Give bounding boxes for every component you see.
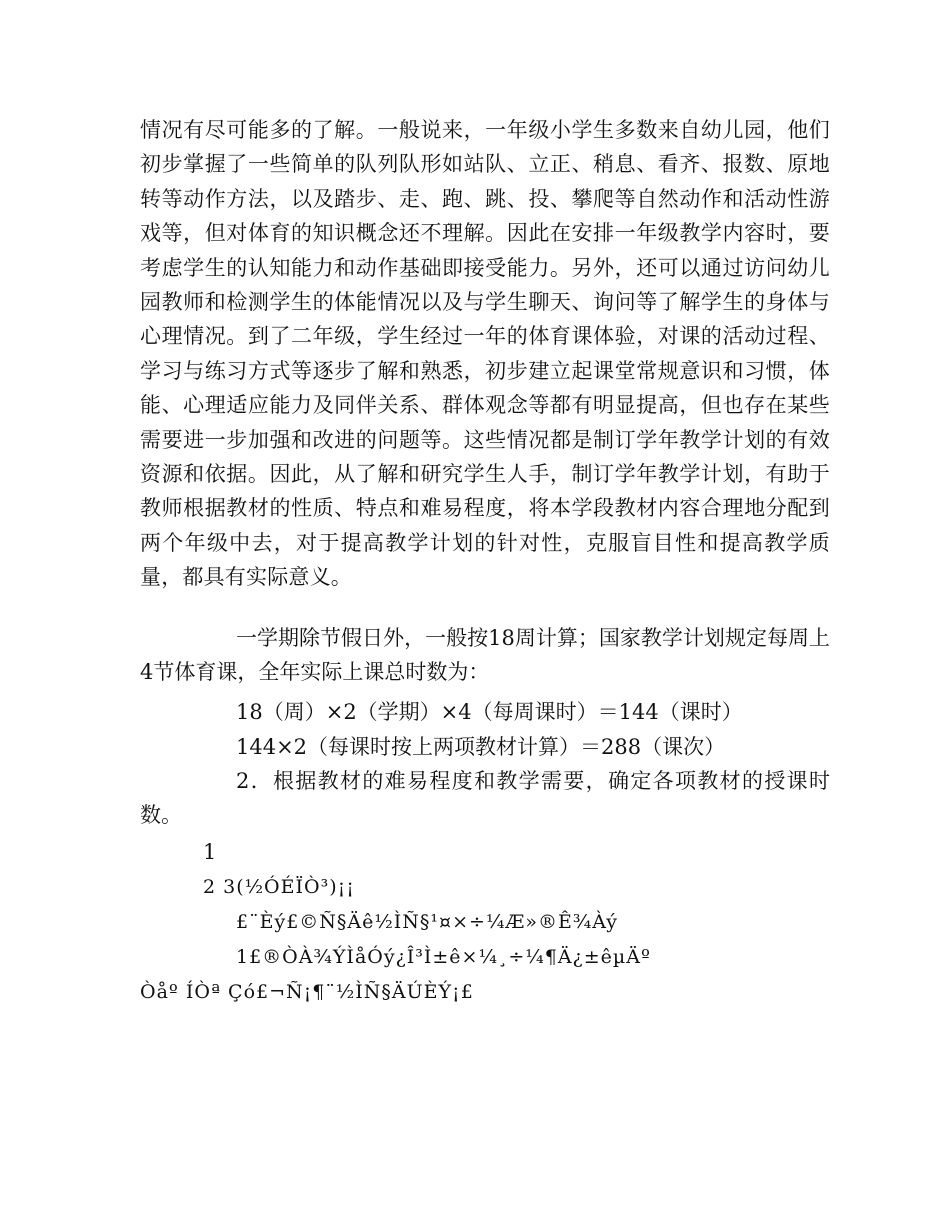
body-paragraph: 情况有尽可能多的了解。一般说来，一年级小学生多数来自幼儿园，他们初步掌握了一些简单的队列队形如站队、立正、稍息、看齐、报数、原地转等动作方法，以及踏步、走、跑、跳、投、攀爬等自然动作和活动性游戏等，但对体育的知识概念还不理解。因此在安排一年级教学内容时，要考虑学生的认知能力和动作基础即接受能力。另外，还可以通过访问幼儿园教师和检测学生的体能情况以及与学生聊天、询问等了解学生的身体与心理情况。到了二年级，学生经过一年的体育课体验，对课的活动过程、学习与练习方式等逐步了解和熟悉，初步建立起课堂常规意识和习惯，体能、心理适应能力及同伴关系、群体观念等都有明显提高，但也存在某些需要进一步加强和改进的问题等。这些情况都是制订学年教学计划的有效资源和依据。因此，从了解和研究学生人手，制订学年教学计划，有助于教师根据教材的性质、特点和难易程度，将本学段教材内容合理地分配到两个年级中去，对于提高教学计划的针对性，克服盲目性和提高教学质量，都具有实际意义。	[140, 118, 830, 590]
garbled-text-line-3: Òåº ÍÒª Çó£¬Ñ¡¶¨½ÌÑ§ÄÚÈÝ¡£	[140, 981, 474, 1003]
garbled-text-line-1: £¨Èý£©Ñ§Äê½ÌÑ§¹¤×÷¼Æ»®Ê¾Àý	[236, 911, 618, 933]
semester-paragraph: 一学期除节假日外，一般按18周计算；国家教学计划规定每周上4节体育课，全年实际上课总时数为：	[140, 626, 830, 685]
list-number-1: 1	[203, 840, 217, 864]
formula-line-1: 18（周）×2（学期）×4（每周课时）＝144（课时）	[236, 700, 743, 724]
step-two-paragraph: 2．根据教材的难易程度和教学需要，确定各项教材的授课时数。	[140, 769, 830, 828]
formula-line-2: 144×2（每课时按上两项教材计算）＝288（课次）	[236, 735, 726, 759]
garbled-text-line-2: 1£®ÒÀ¾ÝÌåÓý¿Î³Ì±ê×¼¸÷¼¶Ä¿±êµÄº	[236, 946, 651, 968]
list-number-2: 2 3(½ÓÉÏÒ³)¡¡	[203, 876, 355, 898]
